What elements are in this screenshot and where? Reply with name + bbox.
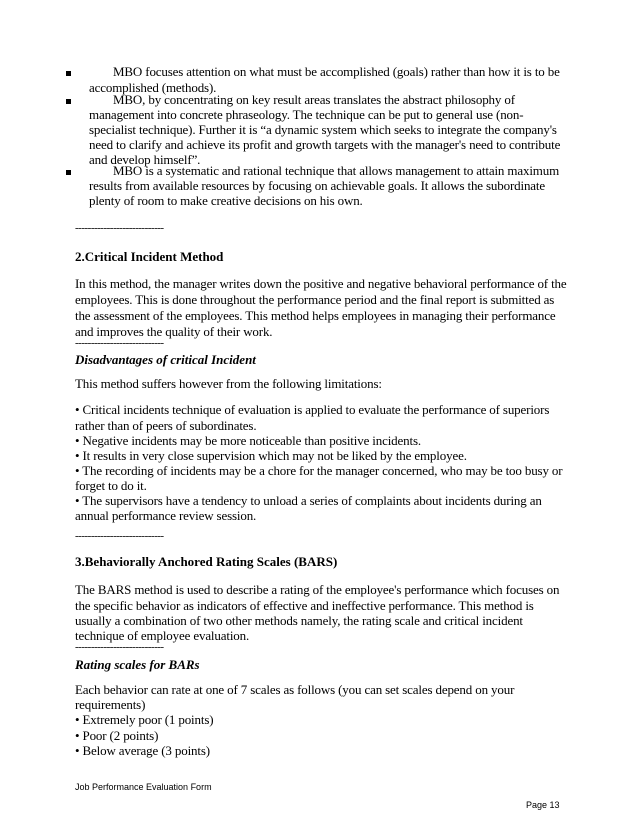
- section-heading-bars: 3.Behaviorally Anchored Rating Scales (BARS): [75, 554, 338, 569]
- rating-line-5: • Below average (3 points): [75, 743, 210, 758]
- cim-line-1: In this method, the manager writes down the positive and negative behavioral performance of the: [75, 276, 567, 291]
- bullet-2-line-5: and develop himself”.: [89, 152, 201, 167]
- square-bullet-icon: [66, 170, 71, 175]
- separator: ----------------------------: [75, 337, 164, 349]
- cim-line-2: employees. This is done throughout the performance period and the final report is submitted as: [75, 292, 555, 307]
- disadv-line-5: • The recording of incidents may be a chore for the manager concerned, who may be too busy or: [75, 463, 563, 478]
- bullet-2-line-2: management into concrete phraseology. The technique can be put to general use (non-: [89, 107, 524, 122]
- disadv-line-7: • The supervisors have a tendency to unload a series of complaints about incidents during an: [75, 493, 542, 508]
- disadv-line-8: annual performance review session.: [75, 508, 257, 523]
- bullet-3-line-2: results from available resources by focusing on achievable goals. It allows the subordinate: [89, 178, 546, 193]
- rating-line-4: • Poor (2 points): [75, 728, 159, 743]
- square-bullet-icon: [66, 71, 71, 76]
- separator: ----------------------------: [75, 641, 164, 653]
- separator: ----------------------------: [75, 222, 164, 234]
- bullet-1-line-1: MBO focuses attention on what must be accomplished (goals) rather than how it is to be: [113, 64, 560, 79]
- bars-line-2: the specific behavior as indicators of effective and ineffective performance. This method is: [75, 598, 534, 613]
- cim-line-4: and improves the quality of their work.: [75, 324, 273, 339]
- bars-line-4: technique of employee evaluation.: [75, 628, 250, 643]
- bars-line-1: The BARS method is used to describe a rating of the employee's performance which focuses on: [75, 582, 560, 597]
- section-heading-cim: 2.Critical Incident Method: [75, 249, 224, 264]
- bullet-1-line-2: accomplished (methods).: [89, 80, 217, 95]
- bullet-3-line-3: plenty of room to make creative decisions on his own.: [89, 193, 363, 208]
- cim-line-3: the assessment of the employees. This method helps employees in managing their performance: [75, 308, 556, 323]
- subheading-disadvantages: Disadvantages of critical Incident: [75, 352, 256, 367]
- bars-line-3: usually a combination of two other methods namely, the rating scale and critical incident: [75, 613, 523, 628]
- rating-line-2: requirements): [75, 697, 146, 712]
- bullet-2-line-4: need to clarify and achieve its profit and growth targets with the manager's need to contribute: [89, 137, 561, 152]
- disadv-line-4: • It results in very close supervision which may not be liked by the employee.: [75, 448, 467, 463]
- rating-line-3: • Extremely poor (1 points): [75, 712, 214, 727]
- disadv-line-1: • Critical incidents technique of evaluation is applied to evaluate the performance of superiors: [75, 402, 550, 417]
- page-number: Page 13: [526, 800, 560, 810]
- disadv-line-6: forget to do it.: [75, 478, 147, 493]
- separator: ----------------------------: [75, 530, 164, 542]
- footer-title: Job Performance Evaluation Form: [75, 782, 212, 792]
- subheading-rating-scales: Rating scales for BARs: [75, 657, 200, 672]
- square-bullet-icon: [66, 99, 71, 104]
- disadvantages-intro: This method suffers however from the following limitations:: [75, 376, 382, 391]
- disadv-line-2: rather than of peers of subordinates.: [75, 418, 257, 433]
- disadv-line-3: • Negative incidents may be more noticeable than positive incidents.: [75, 433, 421, 448]
- bullet-2-line-1: MBO, by concentrating on key result areas translates the abstract philosophy of: [113, 92, 515, 107]
- bullet-3-line-1: MBO is a systematic and rational technique that allows management to attain maximum: [113, 163, 560, 178]
- bullet-2-line-3: specialist technique). Further it is “a dynamic system which seeks to integrate the company's: [89, 122, 557, 137]
- rating-line-1: Each behavior can rate at one of 7 scales as follows (you can set scales depend on your: [75, 682, 515, 697]
